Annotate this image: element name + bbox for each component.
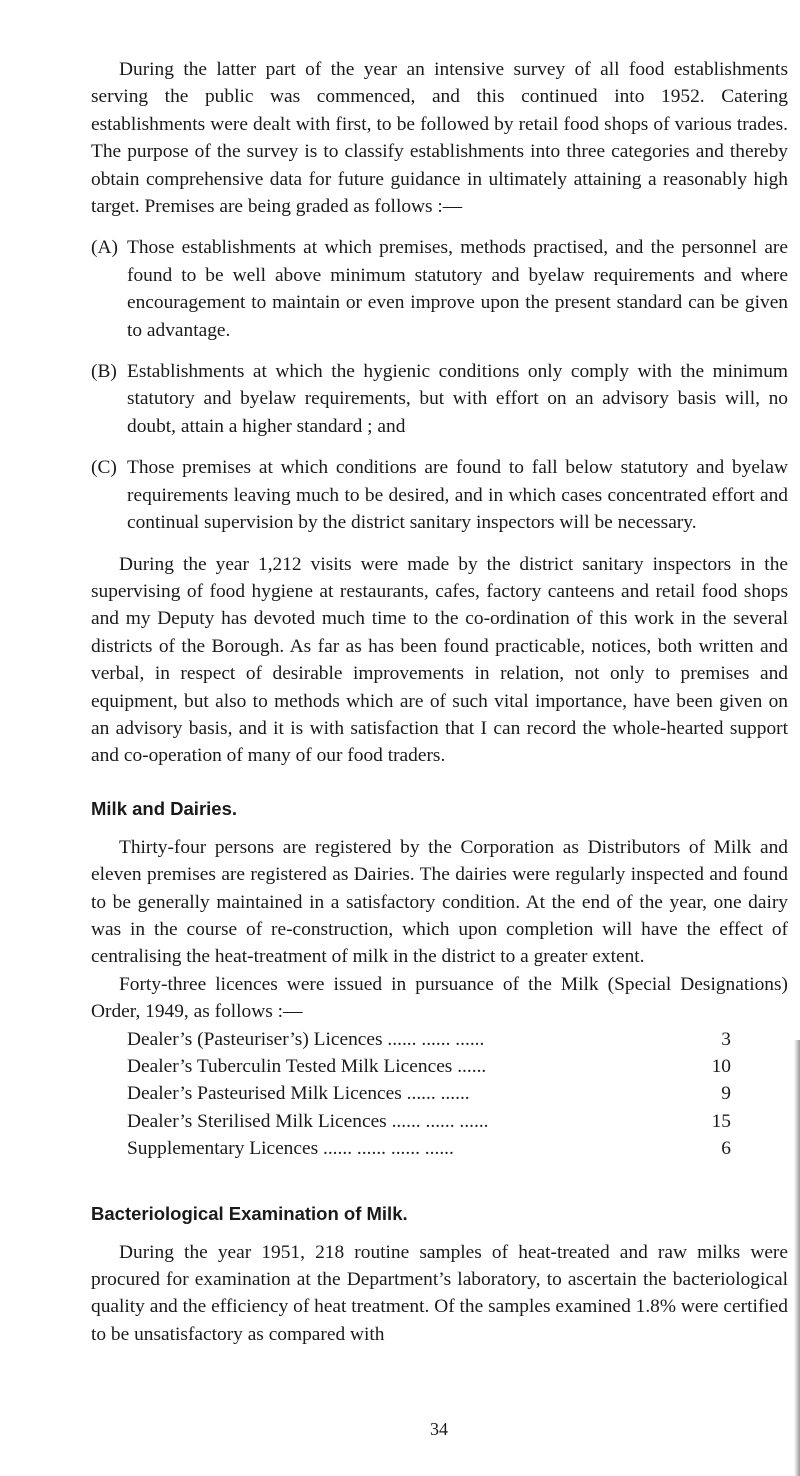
page-edge-shadow — [794, 1040, 800, 1476]
licence-count: 10 — [711, 1056, 731, 1077]
licence-row — [127, 1108, 731, 1135]
licence-row — [127, 1135, 731, 1162]
licence-name: Dealer’s Sterilised Milk Licences ...... ...... ...... — [127, 1110, 489, 1132]
page-content — [91, 56, 788, 1348]
licence-name: Dealer’s Tuberculin Tested Milk Licences ...... — [127, 1056, 487, 1077]
category-c-text: Those premises at which conditions are found to fall below statutory and byelaw requirements leaving much to be desired, and in which cases concentrated effort and continual supervision by the district sanitary inspectors will be necessary. — [127, 457, 788, 534]
licences-list — [127, 1026, 731, 1163]
visits-paragraph: During the year 1,212 visits were made by the district sanitary inspectors in the supervising of food hygiene at restaurants, cafes, factory canteens and retail food shops and my Deputy has devoted much time to the co-ordination of this work in the several districts of the Borough. As far as has been found practicable, notices, both written and verbal, in respect of desirable improvements in relation, not only to premises and equipment, but also to methods which are of such vital importance, have been given on an advisory basis, and it is with satisfaction that I can record the whole-hearted support and co-operation of many of our food traders. — [91, 553, 788, 767]
category-b-text: Establishments at which the hygienic conditions only comply with the minimum statutory and byelaw requirements, but with effort on an advisory basis will, no doubt, attain a higher standard ; and — [127, 361, 788, 437]
licence-count: 6 — [721, 1138, 731, 1160]
category-b — [91, 358, 788, 440]
milk-paragraph-2: Forty-three licences were issued in pursuance of the Milk (Special Designations) Order, 1949, as follows :— — [91, 973, 788, 1023]
licence-name: Dealer’s (Pasteuriser’s) Licences ...... ...... ...... — [127, 1028, 485, 1050]
milk-paragraph-1: Thirty-four persons are registered by the Corporation as Distributors of Milk and eleven premises are registered as Dairies. The dairies were regularly inspected and found to be generally maintained in a satisfactory condition. At the end of the year, one dairy was in the course of re-construction, which upon completion will have the effect of centralising the heat-treatment of milk in the district to a greater extent. — [91, 836, 788, 968]
bacteriological-heading: Bacteriological Examination of Milk. — [91, 1202, 408, 1224]
category-a-text: Those establishments at which premises, methods practised, and the personnel are found to be well above minimum statutory and byelaw requirements and where encouragement to maintain or even improve upon the present standard can be given to advantage. — [127, 237, 788, 341]
milk-dairies-heading: Milk and Dairies. — [91, 797, 237, 819]
licence-row — [127, 1053, 731, 1080]
licence-name: Supplementary Licences ...... ...... ...... ...... — [127, 1138, 454, 1160]
licence-count: 9 — [721, 1083, 731, 1105]
licence-name: Dealer’s Pasteurised Milk Licences ...... ...... — [127, 1083, 470, 1105]
licence-count: 3 — [721, 1028, 731, 1050]
category-c — [91, 454, 788, 536]
category-c-label: (C) — [91, 457, 117, 479]
bacteriological-paragraph: During the year 1951, 218 routine samples of heat-treated and raw milks were procured for examination at the Department’s laboratory, to ascertain the bacteriological quality and the efficiency of heat treatment. Of the samples examined 1.8% were certified to be unsatisfactory as compared with — [91, 1241, 788, 1345]
page-number: 34 — [430, 1419, 448, 1439]
intro-paragraph: During the latter part of the year an intensive survey of all food establishments serving the public was commenced, and this continued into 1952. Catering establishments were dealt with first, to be followed by retail food shops of various trades. The purpose of the survey is to classify establishments into three categories and thereby obtain comprehensive data for future guidance in ultimately attaining a reasonably high target. Premises are being graded as follows :— — [91, 59, 788, 218]
licence-count: 15 — [711, 1110, 731, 1132]
category-a-label: (A) — [91, 237, 118, 259]
category-a — [91, 234, 788, 344]
licence-row — [127, 1026, 731, 1053]
category-b-label: (B) — [91, 361, 117, 383]
licence-row — [127, 1080, 731, 1107]
